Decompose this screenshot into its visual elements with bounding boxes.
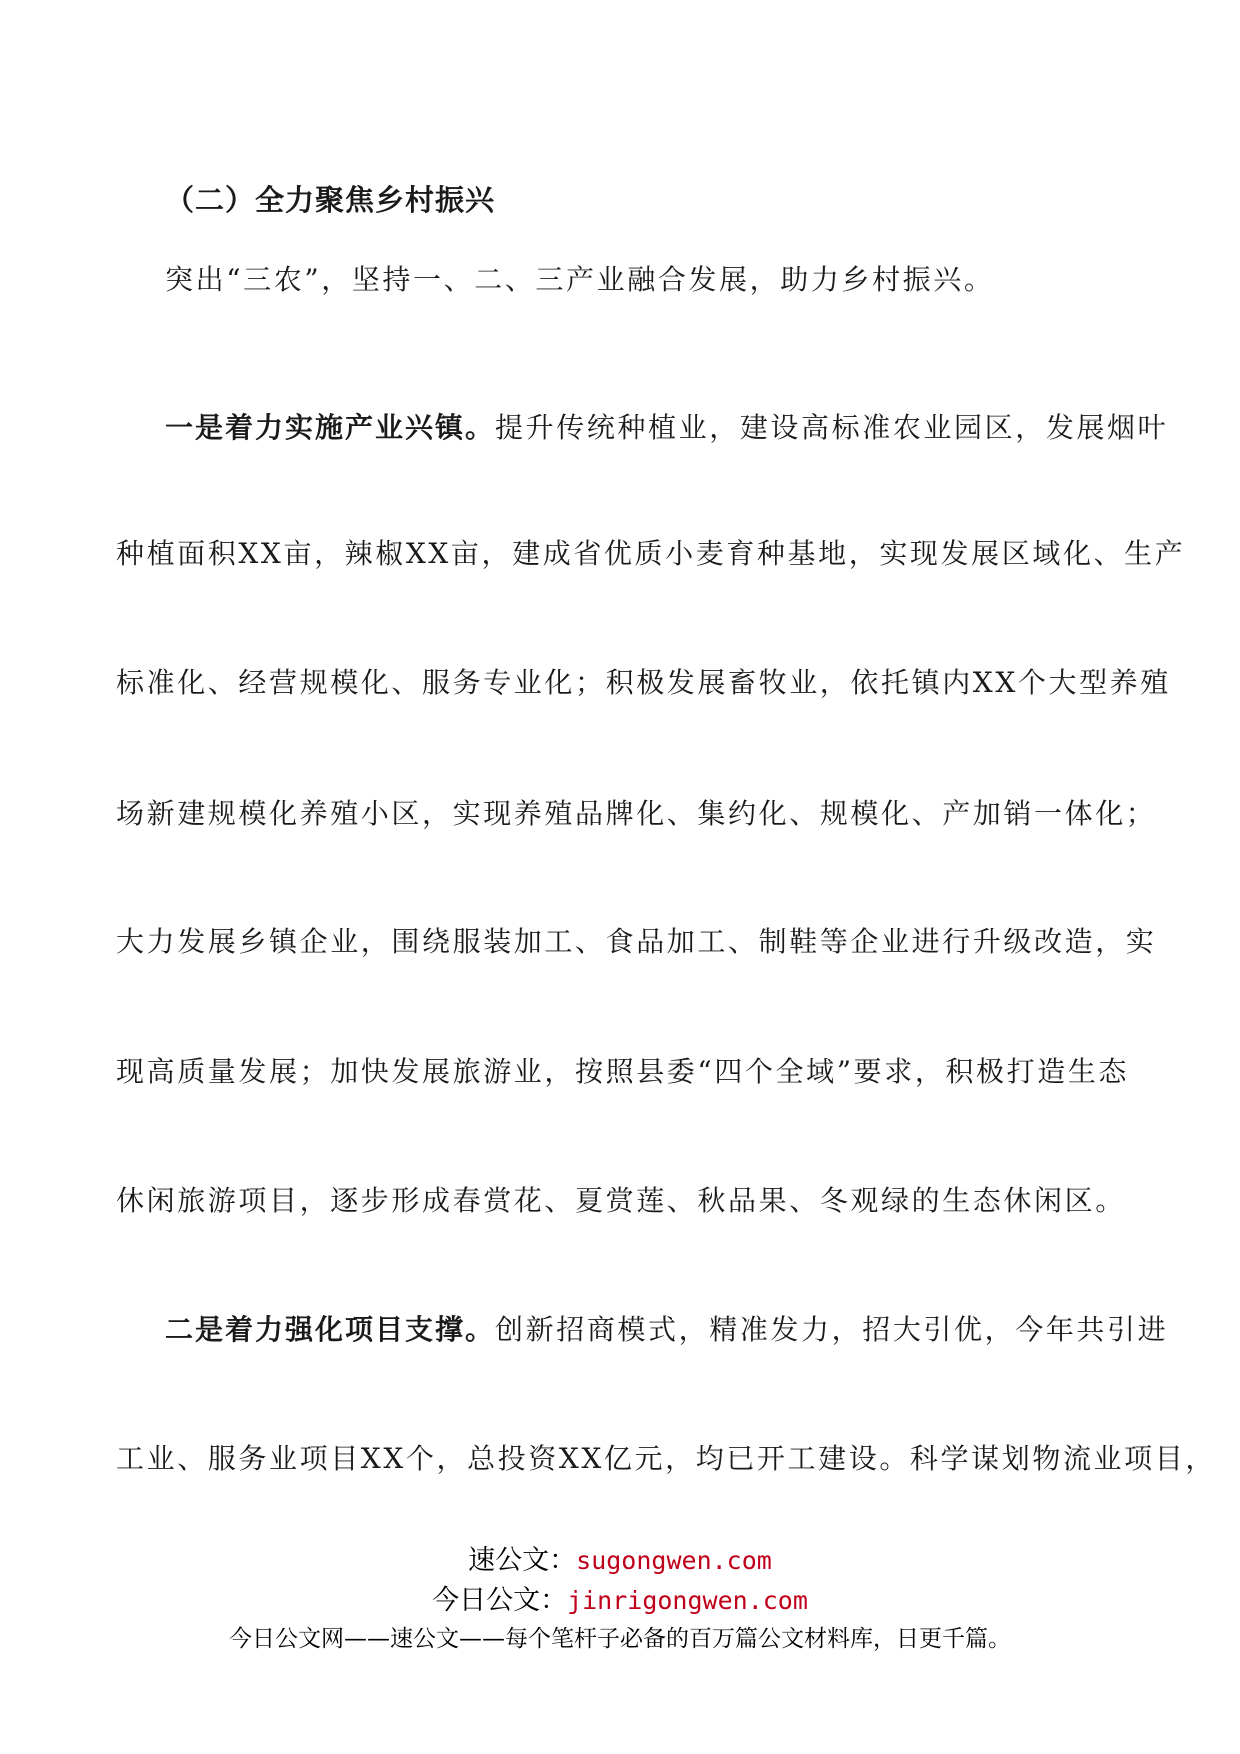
footer-line-2	[0, 1578, 1240, 1617]
footer-label-jinrigongwen: 今日公文：	[432, 1585, 568, 1616]
paragraph-1-line: 大力发展乡镇企业，围绕服装加工、食品加工、制鞋等企业进行升级改造，实	[116, 925, 1157, 958]
paragraph-2-lead: 二是着力强化项目支撑。	[165, 1313, 496, 1346]
paragraph-1-line: 现高质量发展；加快发展旅游业，按照县委“四个全域”要求，积极打造生态	[116, 1055, 1130, 1088]
paragraph-1-line: 种植面积XX亩，辣椒XX亩，建成省优质小麦育种基地，实现发展区域化、生产	[116, 537, 1186, 570]
paragraph-1-first-line	[165, 411, 1169, 444]
paragraph-1-lead: 一是着力实施产业兴镇。	[165, 411, 496, 444]
footer-line-1	[0, 1538, 1240, 1577]
intro-line: 突出“三农”，坚持一、二、三产业融合发展，助力乡村振兴。	[165, 263, 995, 296]
paragraph-1-line: 标准化、经营规模化、服务专业化；积极发展畜牧业，依托镇内XX个大型养殖	[116, 666, 1171, 699]
section-heading: （二）全力聚焦乡村振兴	[165, 183, 496, 217]
paragraph-2-line: 工业、服务业项目XX个，总投资XX亿元，均已开工建设。科学谋划物流业项目，	[116, 1442, 1216, 1475]
paragraph-2-first-line	[165, 1313, 1169, 1346]
paragraph-1-line: 场新建规模化养殖小区，实现养殖品牌化、集约化、规模化、产加销一体化；	[116, 797, 1157, 830]
footer-link-jinrigongwen[interactable]: jinrigongwen.com	[567, 1586, 808, 1615]
footer-label-sugongwen: 速公文：	[468, 1545, 577, 1576]
paragraph-2-line-1-text: 创新招商模式，精准发力，招大引优，今年共引进	[495, 1313, 1169, 1346]
paragraph-1-line: 休闲旅游项目，逐步形成春赏花、夏赏莲、秋品果、冬观绿的生态休闲区。	[116, 1184, 1126, 1217]
footer-link-sugongwen[interactable]: sugongwen.com	[576, 1546, 772, 1575]
paragraph-1-line-1-text: 提升传统种植业，建设高标准农业园区，发展烟叶	[495, 411, 1169, 444]
footer-tagline: 今日公文网——速公文——每个笔杆子必备的百万篇公文材料库，日更千篇。	[229, 1626, 1011, 1652]
